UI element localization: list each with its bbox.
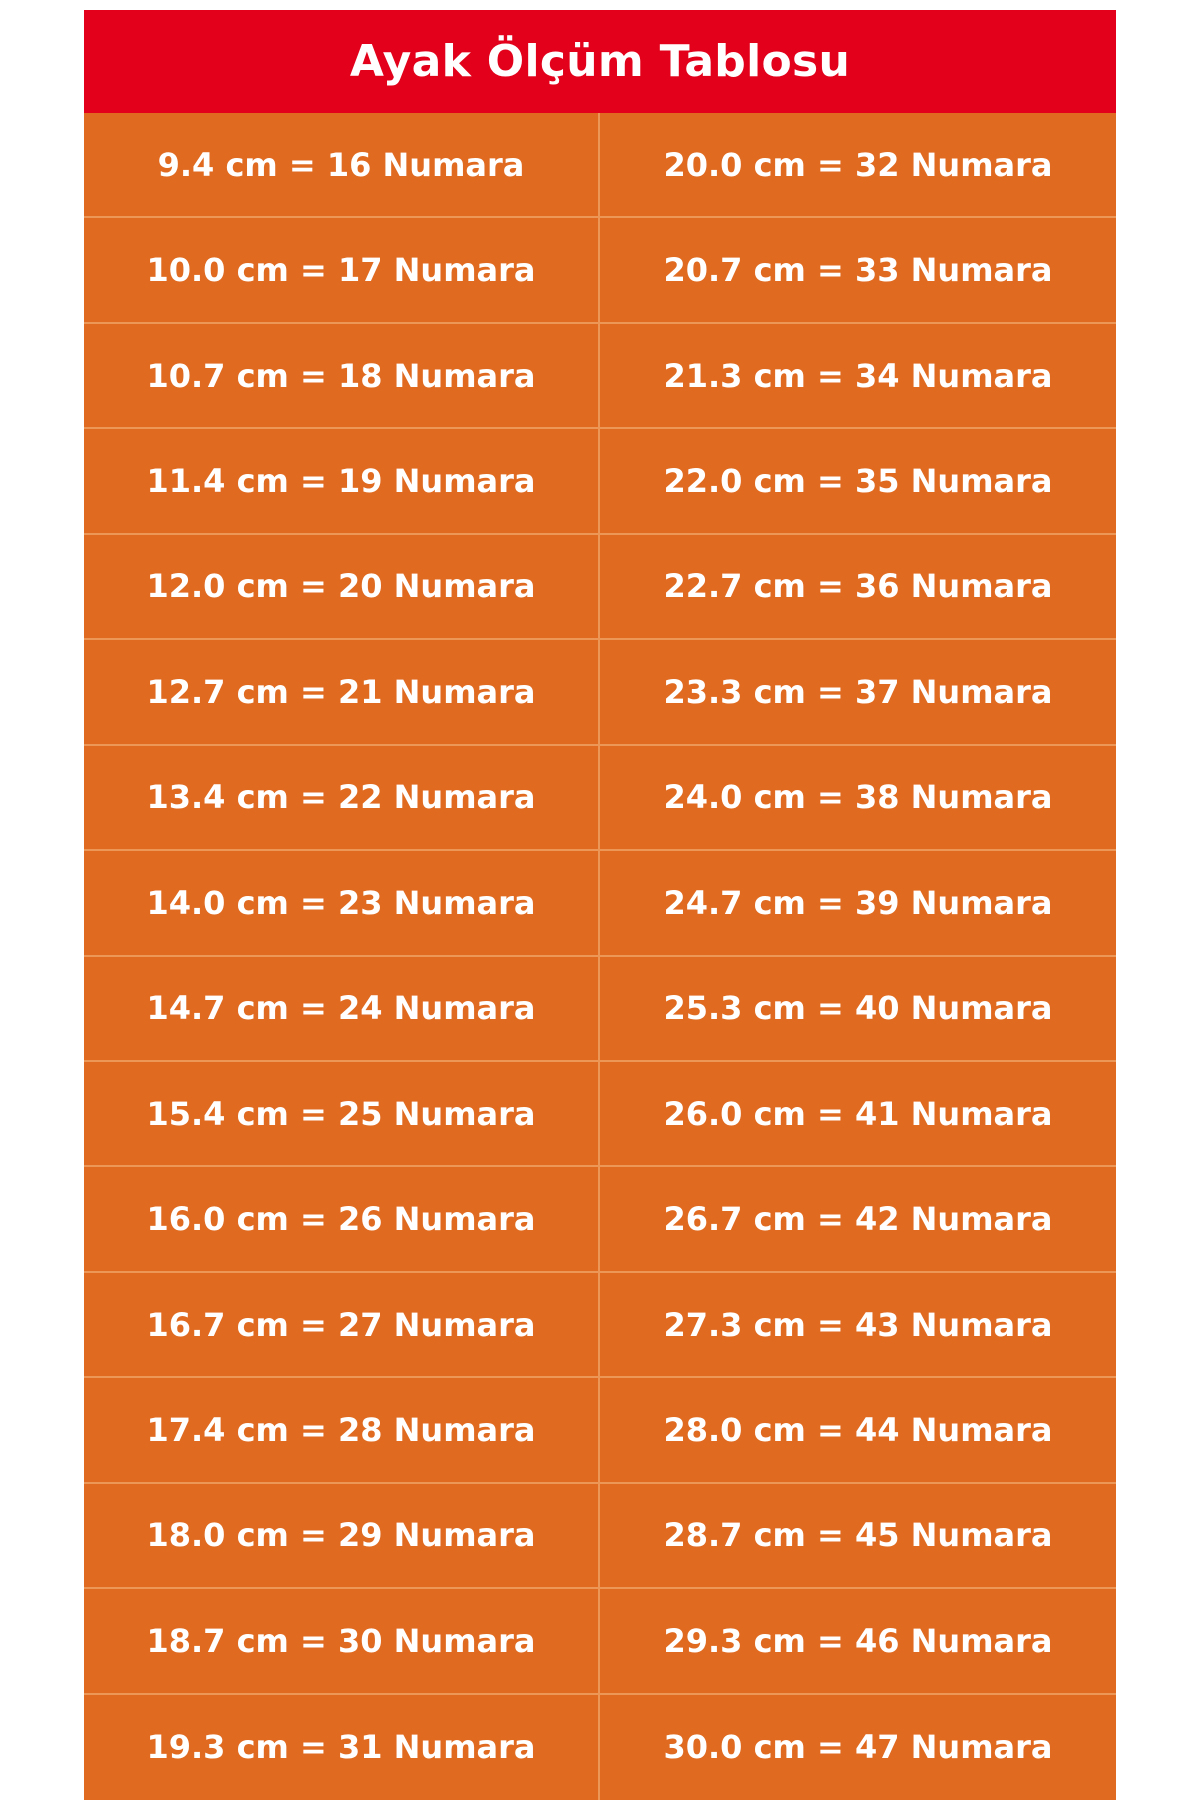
size-cell-right: 20.7 cm = 33 Numara: [600, 218, 1116, 323]
size-cell-right: 22.0 cm = 35 Numara: [600, 429, 1116, 534]
size-cell-left: 9.4 cm = 16 Numara: [84, 113, 600, 218]
size-cell-right: 22.7 cm = 36 Numara: [600, 535, 1116, 640]
size-cell-right: 23.3 cm = 37 Numara: [600, 640, 1116, 745]
size-cell-left: 10.7 cm = 18 Numara: [84, 324, 600, 429]
size-cell-left: 11.4 cm = 19 Numara: [84, 429, 600, 534]
size-cell-left: 19.3 cm = 31 Numara: [84, 1695, 600, 1800]
size-cell-right: 21.3 cm = 34 Numara: [600, 324, 1116, 429]
chart-title: Ayak Ölçüm Tablosu: [84, 10, 1116, 113]
size-table: [84, 113, 1116, 1800]
size-cell-right: 24.0 cm = 38 Numara: [600, 746, 1116, 851]
size-cell-right: 20.0 cm = 32 Numara: [600, 113, 1116, 218]
size-cell-right: 26.7 cm = 42 Numara: [600, 1167, 1116, 1272]
size-cell-left: 18.0 cm = 29 Numara: [84, 1484, 600, 1589]
size-cell-left: 17.4 cm = 28 Numara: [84, 1378, 600, 1483]
size-cell-right: 28.0 cm = 44 Numara: [600, 1378, 1116, 1483]
size-cell-left: 14.0 cm = 23 Numara: [84, 851, 600, 956]
size-cell-left: 10.0 cm = 17 Numara: [84, 218, 600, 323]
size-cell-right: 29.3 cm = 46 Numara: [600, 1589, 1116, 1694]
size-cell-left: 15.4 cm = 25 Numara: [84, 1062, 600, 1167]
size-cell-right: 30.0 cm = 47 Numara: [663, 1728, 1053, 1767]
size-cell-left: 16.7 cm = 27 Numara: [84, 1273, 600, 1378]
size-cell-left: 18.7 cm = 30 Numara: [84, 1589, 600, 1694]
size-cell-right: 28.7 cm = 45 Numara: [600, 1484, 1116, 1589]
size-cell-left: 13.4 cm = 22 Numara: [84, 746, 600, 851]
size-cell-left: 12.7 cm = 21 Numara: [84, 640, 600, 745]
size-cell-right: 25.3 cm = 40 Numara: [600, 957, 1116, 1062]
size-cell-right: 26.0 cm = 41 Numara: [600, 1062, 1116, 1167]
size-cell-right: 27.3 cm = 43 Numara: [600, 1273, 1116, 1378]
size-cell-right: 24.7 cm = 39 Numara: [600, 851, 1116, 956]
size-cell-left: 16.0 cm = 26 Numara: [84, 1167, 600, 1272]
size-cell-left: 14.7 cm = 24 Numara: [84, 957, 600, 1062]
size-chart: [84, 10, 1116, 1800]
size-cell-left: 12.0 cm = 20 Numara: [84, 535, 600, 640]
